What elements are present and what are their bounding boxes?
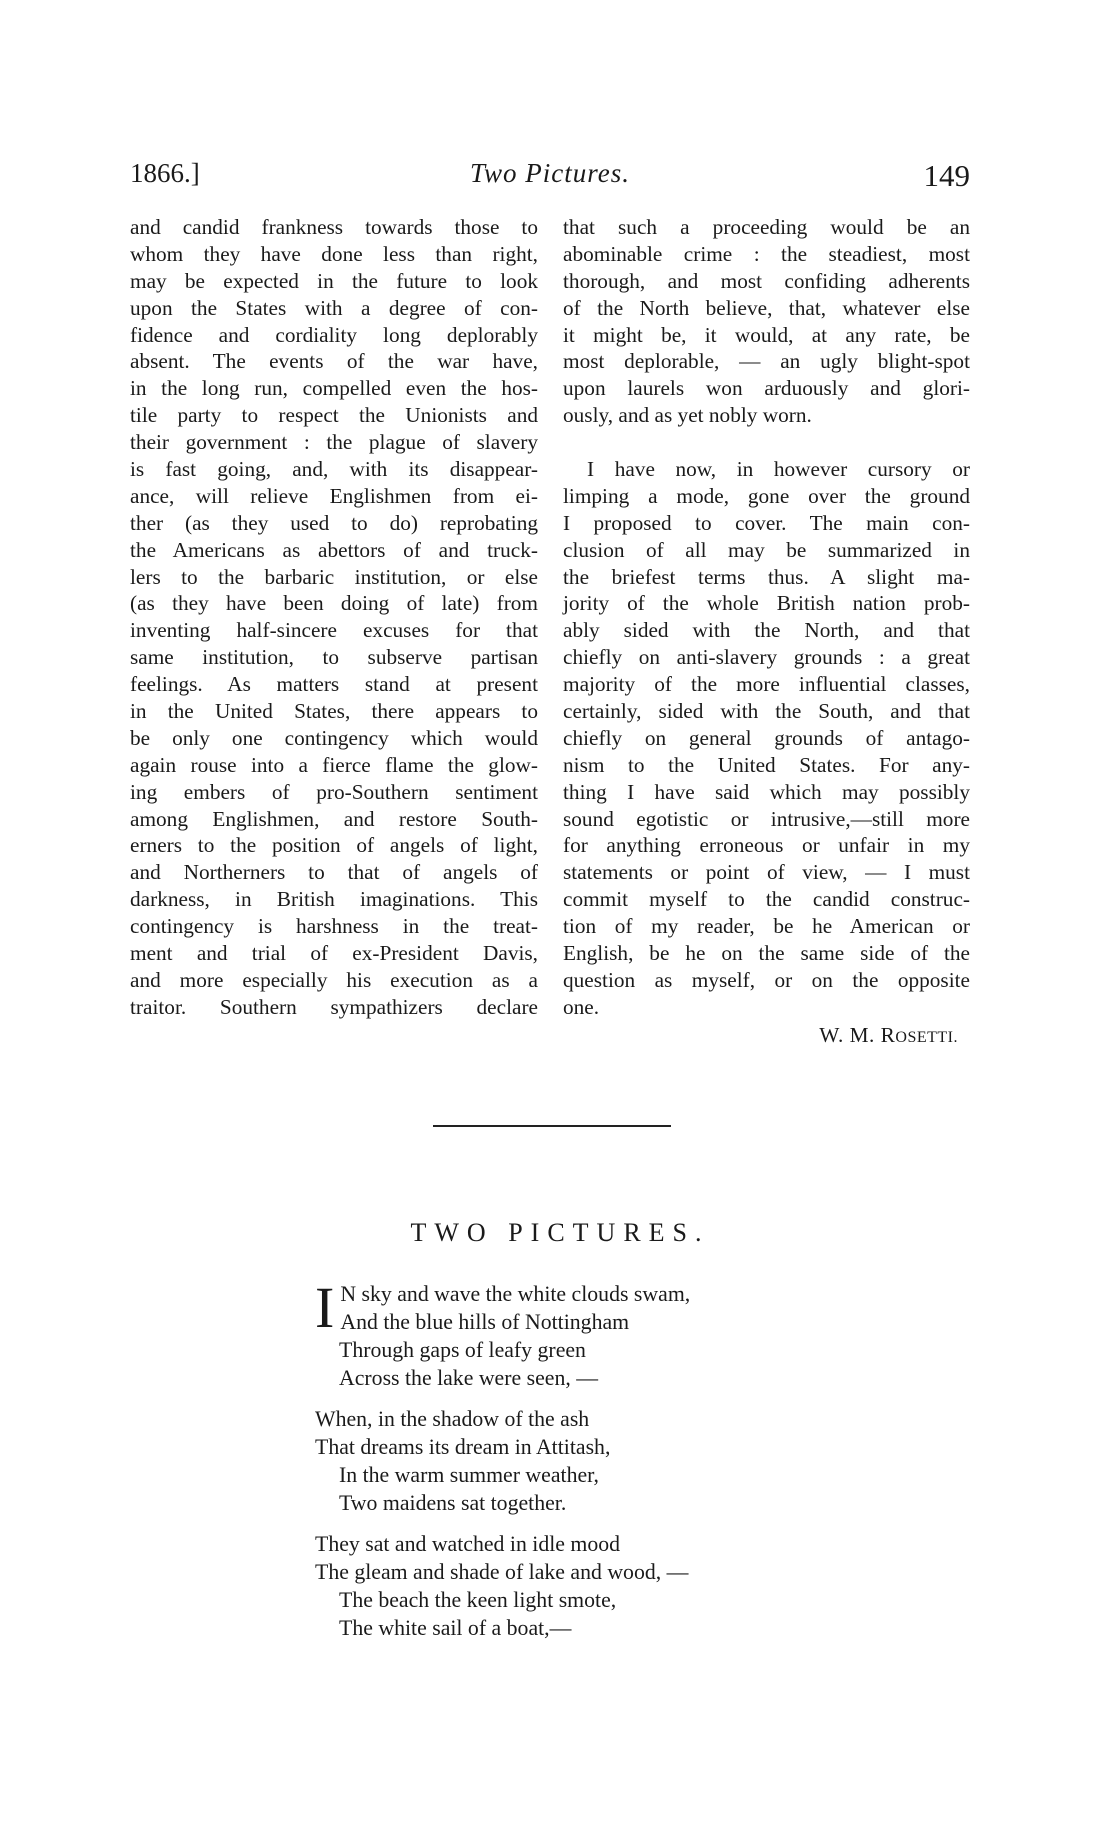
stanza-gap xyxy=(315,1392,875,1405)
text-line: tion of my reader, be he American or xyxy=(563,914,970,939)
stanza-1 xyxy=(315,1275,875,1392)
poem-line: They sat and watched in idle mood xyxy=(315,1532,621,1556)
signature-initials: W. M. R xyxy=(819,1022,896,1047)
text-line: jority of the whole British nation prob- xyxy=(563,591,970,616)
text-line: ously, and as yet nobly worn. xyxy=(563,403,812,428)
text-line: that such a proceeding would be an xyxy=(563,215,970,239)
text-line: majority of the more influential classes, xyxy=(563,672,970,697)
poem-line: The gleam and shade of lake and wood, — xyxy=(315,1560,689,1584)
stanza-2 xyxy=(315,1405,875,1517)
text-line: question as myself, or on the opposite xyxy=(563,967,970,992)
text-line: whom they have done less than right, xyxy=(130,241,538,266)
text-line: abominable crime : the steadiest, most xyxy=(563,241,970,266)
text-line: feelings. As matters stand at present xyxy=(130,672,538,697)
poem-line: When, in the shadow of the ash xyxy=(315,1407,590,1431)
left-column xyxy=(130,214,538,1021)
poem-body xyxy=(315,1275,875,1642)
poem-line: That dreams its dream in Attitash, xyxy=(315,1435,611,1459)
stanza-3 xyxy=(315,1530,875,1642)
right-column xyxy=(563,214,970,1049)
text-line: most deplorable, — an ugly blight-spot xyxy=(563,349,970,374)
stanza-gap xyxy=(315,1517,875,1530)
author-signature xyxy=(563,1021,970,1049)
text-line: and Northerners to that of angels of xyxy=(130,860,538,885)
header-title: Two Pictures. xyxy=(470,158,630,188)
text-line: ing embers of pro-Southern sentiment xyxy=(130,779,538,804)
text-line: in the United States, there appears to xyxy=(130,699,538,724)
text-line: sound egotistic or intrusive,—still more xyxy=(563,806,970,831)
text-line: the briefest terms thus. A slight ma- xyxy=(563,564,970,589)
text-line: (as they have been doing of late) from xyxy=(130,591,538,616)
text-line: clusion of all may be summarized in xyxy=(563,537,970,562)
poem-line: N sky and wave the white clouds swam, xyxy=(340,1282,691,1306)
text-line: I proposed to cover. The main con- xyxy=(563,510,970,535)
section-divider xyxy=(433,1125,671,1127)
poem-line: In the warm summer weather, xyxy=(339,1463,599,1487)
poem-line: The white sail of a boat,— xyxy=(339,1616,572,1640)
text-line: ance, will relieve Englishmen from ei- xyxy=(130,483,538,508)
text-line: ment and trial of ex-President Davis, xyxy=(130,941,538,966)
text-line: lers to the barbaric institution, or else xyxy=(130,564,538,589)
text-line: it might be, it would, at any rate, be xyxy=(563,322,970,347)
text-line: of the North believe, that, whatever else xyxy=(563,295,970,320)
text-line: absent. The events of the war have, xyxy=(130,349,538,374)
text-line: nism to the United States. For any- xyxy=(563,752,970,777)
text-line: and more especially his execution as a xyxy=(130,967,538,992)
text-line: for anything erroneous or unfair in my xyxy=(563,833,970,858)
text-line: among Englishmen, and restore South- xyxy=(130,806,538,831)
text-line: ably sided with the North, and that xyxy=(563,618,970,643)
poem-title: TWO PICTURES. xyxy=(410,1218,710,1247)
text-line: limping a mode, gone over the ground xyxy=(563,483,970,508)
text-line: traitor. Southern sympathizers declare xyxy=(130,994,538,1019)
poem-line: And the blue hills of Nottingham xyxy=(340,1310,630,1334)
running-header xyxy=(130,158,970,202)
text-line: statements or point of view, — I must xyxy=(563,860,970,885)
text-line: thorough, and most confiding adherents xyxy=(563,268,970,293)
text-line: same institution, to subserve partisan xyxy=(130,645,538,670)
text-line: one. xyxy=(563,994,600,1019)
text-line: chiefly on anti-slavery grounds : a great xyxy=(563,645,970,670)
text-line: chiefly on general grounds of antago- xyxy=(563,725,970,750)
text-line: erners to the position of angels of light, xyxy=(130,833,538,858)
text-line: their government : the plague of slavery xyxy=(130,430,538,455)
text-line: commit myself to the candid construc- xyxy=(563,887,970,912)
text-line: inventing half-sincere excuses for that xyxy=(130,618,538,643)
text-line: and candid frankness towards those to xyxy=(130,215,538,239)
header-date: 1866.] xyxy=(130,158,200,188)
text-line: contingency is harshness in the treat- xyxy=(130,914,538,939)
poem-line: Two maidens sat together. xyxy=(339,1491,567,1515)
text-line: thing I have said which may possibly xyxy=(563,779,970,804)
text-line: upon the States with a degree of con- xyxy=(130,295,538,320)
text-line: upon laurels won arduously and glori- xyxy=(563,376,970,401)
text-line: darkness, in British imaginations. This xyxy=(130,887,538,912)
text-line: be only one contingency which would xyxy=(130,725,538,750)
text-line: certainly, sided with the South, and that xyxy=(563,699,970,724)
poem-line: Through gaps of leafy green xyxy=(339,1338,586,1362)
poem-line: The beach the keen light smote, xyxy=(339,1588,617,1612)
paragraph-gap xyxy=(563,429,970,456)
signature-surname: OSETTI. xyxy=(895,1028,958,1046)
text-line: English, be he on the same side of the xyxy=(563,941,970,966)
text-line: is fast going, and, with its disappear- xyxy=(130,457,538,482)
text-line: again rouse into a fierce flame the glow- xyxy=(130,752,538,777)
text-line: the Americans as abettors of and truck- xyxy=(130,537,538,562)
text-line: fidence and cordiality long deplorably xyxy=(130,322,538,347)
text-line: may be expected in the future to look xyxy=(130,268,538,293)
poem-line: Across the lake were seen, — xyxy=(339,1366,599,1390)
drop-cap: I xyxy=(315,1275,335,1340)
text-line: tile party to respect the Unionists and xyxy=(130,403,538,428)
page-number: 149 xyxy=(923,158,970,193)
text-line: I have now, in however cursory or xyxy=(587,457,970,482)
text-line: ther (as they used to do) reprobating xyxy=(130,510,538,535)
text-line: in the long run, compelled even the hos- xyxy=(130,376,538,401)
